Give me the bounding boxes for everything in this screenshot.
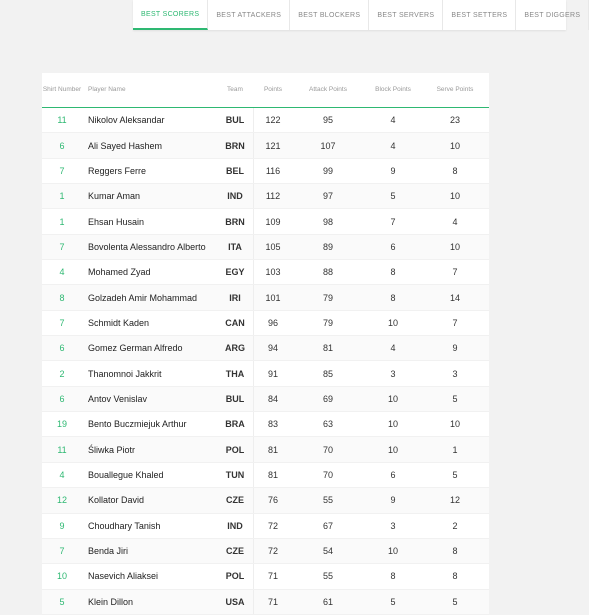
shirt-number-cell: 7 (59, 165, 65, 176)
serve-points-cell: 5 (452, 596, 458, 607)
table-row[interactable] (42, 361, 489, 386)
tab-best-scorers[interactable]: BEST SCORERS (133, 0, 208, 30)
points-cell: 71 (267, 596, 278, 607)
block-points-cell: 9 (390, 495, 396, 506)
player-name-cell[interactable]: Ali Sayed Hashem (88, 140, 163, 151)
attack-points-cell: 81 (322, 343, 333, 354)
table-row[interactable] (42, 260, 489, 285)
team-cell: USA (225, 596, 245, 607)
team-cell: TUN (225, 469, 245, 480)
block-points-cell: 4 (390, 115, 396, 126)
tab-best-attackers[interactable]: BEST ATTACKERS (208, 0, 290, 30)
block-points-cell: 6 (390, 241, 396, 252)
attack-points-cell: 88 (322, 267, 333, 278)
points-cell: 72 (267, 520, 278, 531)
table-row[interactable] (42, 412, 489, 437)
points-cell: 121 (265, 140, 281, 151)
block-points-cell: 5 (390, 596, 396, 607)
points-cell: 116 (265, 165, 281, 176)
points-cell: 94 (267, 343, 278, 354)
shirt-number-cell: 8 (59, 292, 65, 303)
serve-points-cell: 3 (452, 368, 458, 379)
col-header-player-name[interactable]: Player Name (88, 85, 126, 93)
shirt-number-cell: 1 (59, 216, 65, 227)
block-points-cell: 6 (390, 469, 396, 480)
player-name-cell[interactable]: Reggers Ferre (88, 165, 147, 176)
table-row[interactable] (42, 539, 489, 564)
attack-points-cell: 69 (322, 393, 333, 404)
attack-points-cell: 54 (322, 546, 333, 557)
block-points-cell: 4 (390, 140, 396, 151)
serve-points-cell: 10 (449, 419, 460, 430)
player-name-cell[interactable]: Bouallegue Khaled (88, 469, 164, 480)
table-row[interactable] (42, 235, 489, 260)
points-cell: 84 (267, 393, 278, 404)
table-row[interactable] (42, 488, 489, 513)
block-points-cell: 10 (387, 317, 398, 328)
points-cell: 105 (265, 241, 281, 252)
serve-points-cell: 14 (449, 292, 460, 303)
table-row[interactable] (42, 159, 489, 184)
points-cell: 81 (267, 444, 278, 455)
table-row[interactable] (42, 463, 489, 488)
team-cell: CZE (226, 546, 244, 557)
serve-points-cell: 9 (452, 343, 458, 354)
serve-points-cell: 10 (449, 191, 460, 202)
table-row[interactable] (42, 285, 489, 310)
points-cell: 91 (267, 368, 278, 379)
shirt-number-cell: 12 (56, 495, 67, 506)
shirt-number-cell: 6 (59, 343, 65, 354)
points-cell: 71 (267, 571, 278, 582)
team-cell: THA (225, 368, 245, 379)
player-name-cell[interactable]: Golzadeh Amir Mohammad (88, 292, 198, 303)
player-name-cell[interactable]: Klein Dillon (88, 596, 134, 607)
block-points-cell: 3 (390, 520, 396, 531)
team-cell: POL (225, 444, 245, 455)
table-header (42, 73, 489, 108)
shirt-number-cell: 7 (59, 317, 65, 328)
table-row[interactable] (42, 590, 489, 615)
team-cell: IND (227, 520, 243, 531)
team-cell: IRI (229, 292, 241, 303)
points-cell: 122 (265, 115, 281, 126)
player-name-cell[interactable]: Choudhary Tanish (88, 520, 161, 531)
col-header-shirt-number[interactable]: Shirt Number (42, 85, 82, 93)
shirt-number-cell: 4 (59, 469, 65, 480)
attack-points-cell: 98 (322, 216, 333, 227)
serve-points-cell: 8 (452, 165, 458, 176)
shirt-number-cell: 7 (59, 241, 65, 252)
table-row[interactable] (42, 564, 489, 589)
points-cell: 109 (265, 216, 281, 227)
attack-points-cell: 97 (322, 191, 333, 202)
serve-points-cell: 2 (452, 520, 458, 531)
block-points-cell: 5 (390, 191, 396, 202)
block-points-cell: 9 (390, 165, 396, 176)
serve-points-cell: 10 (449, 140, 460, 151)
team-cell: CAN (225, 317, 245, 328)
table-row[interactable] (42, 514, 489, 539)
serve-points-cell: 1 (452, 444, 458, 455)
best-scorers-table (42, 73, 489, 607)
attack-points-cell: 61 (322, 596, 333, 607)
attack-points-cell: 70 (322, 444, 333, 455)
col-header-block-points[interactable]: Block Points (375, 85, 411, 93)
shirt-number-cell: 9 (59, 520, 65, 531)
table-row[interactable] (42, 209, 489, 234)
tab-best-setters[interactable]: BEST SETTERS (443, 0, 516, 30)
player-name-cell[interactable]: Bovolenta Alessandro Alberto (88, 241, 206, 252)
player-name-cell[interactable]: Gomez German Alfredo (88, 343, 183, 354)
shirt-number-cell: 6 (59, 140, 65, 151)
table-row[interactable] (42, 108, 489, 133)
serve-points-cell: 12 (449, 495, 460, 506)
attack-points-cell: 79 (322, 317, 333, 328)
serve-points-cell: 5 (452, 469, 458, 480)
player-name-cell[interactable]: Kumar Aman (88, 191, 141, 202)
block-points-cell: 8 (390, 571, 396, 582)
block-points-cell: 4 (390, 343, 396, 354)
col-header-serve-points[interactable]: Serve Points (436, 85, 474, 93)
col-header-attack-points[interactable]: Attack Points (309, 85, 347, 93)
player-name-cell[interactable]: Mohamed Zyad (88, 267, 151, 278)
attack-points-cell: 63 (322, 419, 333, 430)
player-name-cell[interactable]: Bento Buczmiejuk Arthur (88, 419, 187, 430)
tab-best-servers[interactable]: BEST SERVERS (369, 0, 443, 30)
block-points-cell: 10 (387, 444, 398, 455)
points-cell: 101 (265, 292, 281, 303)
team-cell: BEL (226, 165, 244, 176)
points-cell: 81 (267, 469, 278, 480)
attack-points-cell: 70 (322, 469, 333, 480)
attack-points-cell: 55 (322, 571, 333, 582)
player-name-cell[interactable]: Nikolov Aleksandar (88, 115, 165, 126)
table-row[interactable] (42, 184, 489, 209)
team-cell: BRN (225, 140, 245, 151)
team-cell: BRN (225, 216, 245, 227)
player-name-cell[interactable]: Antov Venislav (88, 393, 148, 404)
player-name-cell[interactable]: Benda Jiri (88, 546, 129, 557)
shirt-number-cell: 10 (56, 571, 67, 582)
team-cell: IND (227, 191, 243, 202)
points-cell: 72 (267, 546, 278, 557)
attack-points-cell: 99 (322, 165, 333, 176)
attack-points-cell: 107 (320, 140, 336, 151)
attack-points-cell: 89 (322, 241, 333, 252)
player-name-cell[interactable]: Ehsan Husain (88, 216, 145, 227)
serve-points-cell: 7 (452, 317, 458, 328)
points-cell: 96 (267, 317, 278, 328)
serve-points-cell: 10 (449, 241, 460, 252)
serve-points-cell: 8 (452, 546, 458, 557)
table-body (42, 108, 489, 615)
team-cell: POL (225, 571, 245, 582)
shirt-number-cell: 7 (59, 546, 65, 557)
stats-tab-bar (133, 0, 581, 30)
attack-points-cell: 95 (322, 115, 333, 126)
points-cell: 112 (265, 191, 281, 202)
table-row[interactable] (42, 437, 489, 462)
shirt-number-cell: 11 (57, 444, 67, 455)
team-cell: BUL (225, 115, 245, 126)
serve-points-cell: 7 (452, 267, 458, 278)
player-name-cell[interactable]: Kollator David (88, 495, 145, 506)
team-cell: BRA (225, 419, 245, 430)
tab-best-blockers[interactable]: BEST BLOCKERS (290, 0, 369, 30)
player-name-cell[interactable]: Śliwka Piotr (88, 444, 136, 455)
team-cell: BUL (225, 393, 245, 404)
block-points-cell: 10 (387, 546, 398, 557)
team-cell: CZE (226, 495, 244, 506)
serve-points-cell: 4 (452, 216, 458, 227)
block-points-cell: 8 (390, 267, 396, 278)
player-name-cell[interactable]: Thanomnoi Jakkrit (88, 368, 162, 379)
attack-points-cell: 55 (322, 495, 333, 506)
serve-points-cell: 5 (452, 393, 458, 404)
shirt-number-cell: 4 (59, 267, 65, 278)
block-points-cell: 3 (390, 368, 396, 379)
table-row[interactable] (42, 133, 489, 158)
table-row[interactable] (42, 336, 489, 361)
shirt-number-cell: 5 (59, 596, 65, 607)
attack-points-cell: 85 (322, 368, 333, 379)
attack-points-cell: 67 (322, 520, 333, 531)
col-header-points[interactable]: Points (263, 85, 283, 93)
team-cell: ITA (228, 241, 242, 252)
block-points-cell: 10 (387, 419, 398, 430)
block-points-cell: 7 (390, 216, 396, 227)
tab-best-diggers[interactable]: BEST DIGGERS (516, 0, 589, 30)
block-points-cell: 10 (387, 393, 398, 404)
shirt-number-cell: 19 (56, 419, 67, 430)
player-name-cell[interactable]: Nasevich Aliaksei (88, 571, 159, 582)
table-row[interactable] (42, 387, 489, 412)
attack-points-cell: 79 (322, 292, 333, 303)
player-name-cell[interactable]: Schmidt Kaden (88, 317, 150, 328)
serve-points-cell: 23 (449, 115, 460, 126)
shirt-number-cell: 2 (59, 368, 65, 379)
table-row[interactable] (42, 311, 489, 336)
points-cell: 76 (267, 495, 278, 506)
serve-points-cell: 8 (452, 571, 458, 582)
col-header-team[interactable]: Team (227, 85, 243, 93)
shirt-number-cell: 6 (59, 393, 65, 404)
shirt-number-cell: 1 (59, 191, 65, 202)
team-cell: ARG (225, 343, 245, 354)
shirt-number-cell: 11 (57, 115, 67, 126)
points-cell: 83 (267, 419, 278, 430)
team-cell: EGY (225, 267, 245, 278)
block-points-cell: 8 (390, 292, 396, 303)
points-cell: 103 (265, 267, 281, 278)
